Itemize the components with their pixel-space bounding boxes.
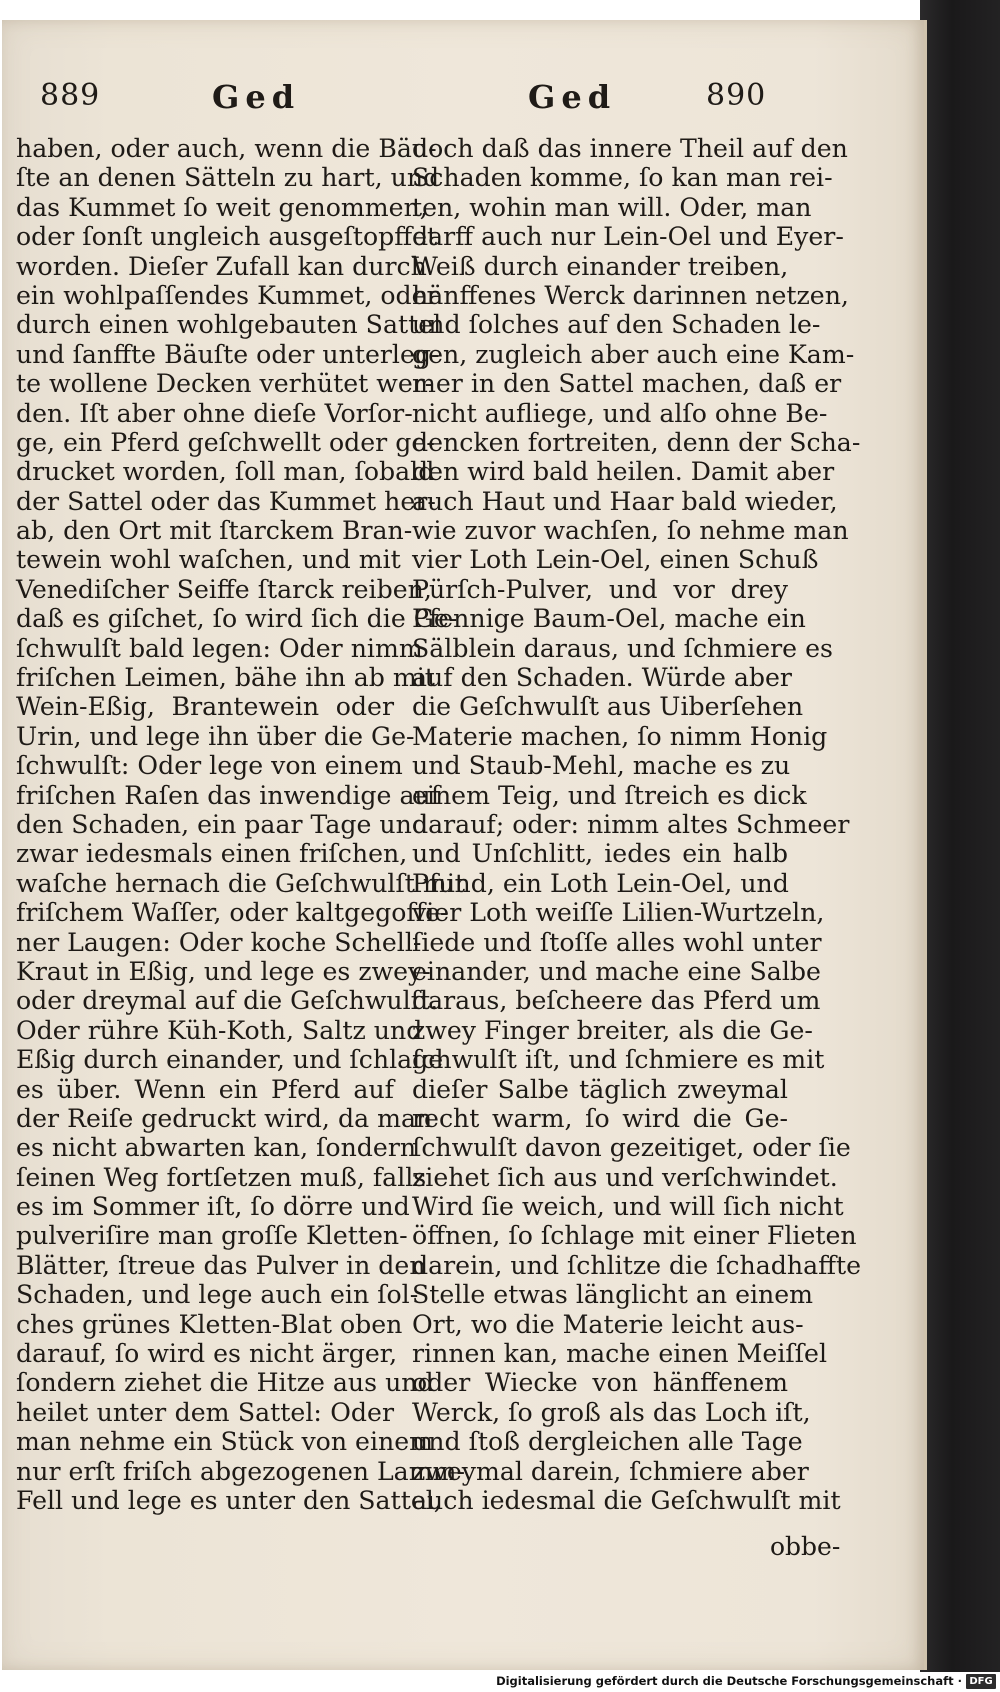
text-line: ches grünes Kletten-Blat oben: [16, 1309, 403, 1339]
text-line: ſte an denen Sätteln zu hart, und: [16, 163, 440, 193]
text-line: Sälblein daraus, und ſchmiere es: [412, 633, 833, 663]
catchword: obbe-: [770, 1532, 841, 1561]
text-line: Oder rühre Küh-Koth, Saltz und: [16, 1015, 423, 1045]
text-line: dieſer Salbe täglich zweymal: [412, 1074, 788, 1104]
text-line: Urin, und lege ihn über die Ge-: [16, 721, 415, 751]
left-text-column: [16, 134, 465, 1515]
text-line: ge, ein Pferd geſchwellt oder ge-: [16, 427, 435, 457]
text-line: die Geſchwulſt aus Uiberſehen: [412, 692, 804, 722]
text-line: gen, zugleich aber auch eine Kam-: [412, 339, 855, 369]
text-line: Wein-Eßig, Brantewein oder: [16, 692, 394, 722]
text-line: oder dreymal auf die Geſchwulſt.: [16, 986, 439, 1016]
text-line: Blätter, ſtreue das Pulver in den: [16, 1250, 426, 1280]
text-line: Venediſcher Seiffe ſtarck reiben,: [16, 574, 432, 604]
text-line: nicht aufliege, und alſo ohne Be-: [412, 398, 828, 428]
right-running-head: Ged: [528, 78, 617, 116]
text-line: ein wohlpaſſendes Kummet, oder: [16, 280, 439, 310]
text-line: oder ſonſt ungleich ausgeſtopffet: [16, 222, 438, 252]
text-line: ten, wohin man will. Oder, man: [412, 192, 812, 222]
text-line: den wird bald heilen. Damit aber: [412, 457, 835, 487]
text-line: Eßig durch einander, und ſchlage: [16, 1045, 444, 1075]
text-line: mer in den Sattel machen, daß er: [412, 369, 842, 399]
text-line: ſeinen Weg fortſetzen muß, falls: [16, 1162, 427, 1192]
text-line: vier Loth weiſſe Lilien-Wurtzeln,: [412, 898, 825, 928]
text-line: Kraut in Eßig, und lege es zwey-: [16, 956, 431, 986]
text-line: Pürſch-Pulver, und vor drey: [412, 574, 788, 604]
text-line: Weiß durch einander treiben,: [412, 251, 789, 281]
text-line: man nehme ein Stück von einem: [16, 1427, 434, 1457]
text-line: Stelle etwas länglicht an einem: [412, 1280, 814, 1310]
dfg-logo: DFG: [966, 1674, 996, 1689]
text-line: oder Wiecke von hänffenem: [412, 1368, 788, 1398]
text-line: daß es giſchet, ſo wird ſich die Ge-: [16, 604, 458, 634]
text-line: waſche hernach die Geſchwulſt mit: [16, 868, 465, 898]
text-line: friſchem Waſſer, oder kaltgegoſſe-: [16, 898, 449, 928]
text-line: Materie machen, ſo nimm Honig: [412, 721, 828, 751]
text-line: auf den Schaden. Würde aber: [412, 663, 792, 693]
text-line: haben, oder auch, wenn die Bäu-: [16, 134, 437, 163]
text-line: ab, den Ort mit ſtarckem Bran-: [16, 516, 413, 546]
scan-backing-board: [920, 0, 1000, 1672]
text-line: Ort, wo die Materie leicht aus-: [412, 1309, 804, 1339]
text-line: der Sattel oder das Kummet her-: [16, 486, 436, 516]
text-line: es über. Wenn ein Pferd auf: [16, 1074, 394, 1104]
text-line: es im Sommer iſt, ſo dörre und: [16, 1192, 410, 1222]
text-line: auch Haut und Haar bald wieder,: [412, 486, 838, 516]
text-line: auch iedesmal die Geſchwulſt mit: [412, 1485, 841, 1515]
text-line: und Unſchlitt, iedes ein halb: [412, 839, 788, 869]
text-line: daraus, beſcheere das Pferd um: [412, 986, 821, 1016]
text-line: Wird ſie weich, und will ſich nicht: [412, 1192, 844, 1222]
text-line: tewein wohl waſchen, und mit: [16, 545, 401, 575]
text-line: doch daß das innere Theil auf den: [412, 134, 848, 163]
text-line: zwar iedesmals einen friſchen,: [16, 839, 408, 869]
text-line: ſchwulſt bald legen: Oder nimm: [16, 633, 423, 663]
text-line: den Schaden, ein paar Tage und: [16, 809, 428, 839]
text-line: pulveriſire man groſſe Kletten-: [16, 1221, 408, 1251]
text-line: recht warm, ſo wird die Ge-: [412, 1103, 788, 1133]
text-line: friſchen Raſen das inwendige auf: [16, 780, 441, 810]
text-line: ſiede und ſtoſſe alles wohl unter: [412, 927, 822, 957]
text-line: zweymal darein, ſchmiere aber: [412, 1456, 809, 1486]
text-line: und ſolches auf den Schaden le-: [412, 310, 821, 340]
text-line: worden. Dieſer Zufall kan durch: [16, 251, 427, 281]
text-line: einem Teig, und ſtreich es dick: [412, 780, 807, 810]
text-line: ziehet ſich aus und verſchwindet.: [412, 1162, 838, 1192]
text-line: einander, und mache eine Salbe: [412, 956, 821, 986]
text-line: Schaden, und lege auch ein ſol-: [16, 1280, 419, 1310]
text-line: darein, und ſchlitze die ſchadhaffte: [412, 1250, 862, 1280]
left-running-head: Ged: [212, 78, 301, 116]
text-line: te wollene Decken verhütet wer-: [16, 369, 434, 399]
text-line: nur erſt friſch abgezogenen Lamm-: [16, 1456, 465, 1486]
text-line: Pfennige Baum-Oel, mache ein: [412, 604, 806, 634]
text-line: und ſanffte Bäuſte oder unterleg-: [16, 339, 440, 369]
text-line: ner Laugen: Oder koche Schell-: [16, 927, 422, 957]
text-line: Pfund, ein Loth Lein-Oel, und: [412, 868, 789, 898]
text-line: durch einen wohlgebauten Sattel: [16, 310, 442, 340]
text-line: heilet unter dem Sattel: Oder: [16, 1397, 394, 1427]
text-line: Fell und lege es unter den Sattel,: [16, 1485, 442, 1515]
text-line: drucket worden, ſoll man, ſobald: [16, 457, 435, 487]
text-line: Werck, ſo groß als das Loch iſt,: [412, 1397, 811, 1427]
funding-credit: Digitalisierung gefördert durch die Deutsche Forschungsgemeinschaft ·: [496, 1674, 962, 1688]
text-line: ſchwulſt iſt, und ſchmiere es mit: [412, 1045, 825, 1075]
text-line: friſchen Leimen, bähe ihn ab mit: [16, 663, 435, 693]
text-line: zwey Finger breiter, als die Ge-: [412, 1015, 813, 1045]
text-line: darauf; oder: nimm altes Schmeer: [412, 809, 850, 839]
text-line: darff auch nur Lein-Oel und Eyer-: [412, 222, 844, 252]
text-line: öffnen, ſo ſchlage mit einer Flieten: [412, 1221, 857, 1251]
text-line: den. Iſt aber ohne dieſe Vorſor-: [16, 398, 413, 428]
text-line: und Staub-Mehl, mache es zu: [412, 751, 791, 781]
right-text-column: [412, 134, 862, 1515]
text-line: rinnen kan, mache einen Meiſſel: [412, 1339, 828, 1369]
text-line: hänffenes Werck darinnen netzen,: [412, 280, 849, 310]
text-line: darauf, ſo wird es nicht ärger,: [16, 1339, 398, 1369]
text-line: dencken fortreiten, denn der Scha-: [412, 427, 861, 457]
text-line: Schaden komme, ſo kan man rei-: [412, 163, 833, 193]
right-page-number: 890: [706, 78, 767, 113]
text-line: das Kummet ſo weit genommen,: [16, 192, 428, 222]
text-line: vier Loth Lein-Oel, einen Schuß: [412, 545, 819, 575]
text-line: es nicht abwarten kan, ſondern: [16, 1133, 417, 1163]
text-line: wie zuvor wachſen, ſo nehme man: [412, 516, 849, 546]
left-page-number: 889: [40, 78, 101, 113]
text-line: der Reiſe gedruckt wird, da man: [16, 1103, 433, 1133]
text-line: ſchwulſt davon gezeitiget, oder ſie: [412, 1133, 851, 1163]
text-line: ſchwulſt: Oder lege von einem: [16, 751, 403, 781]
text-line: ſondern ziehet die Hitze aus und: [16, 1368, 434, 1398]
digitization-footer: [0, 1672, 1000, 1692]
text-line: und ſtoß dergleichen alle Tage: [412, 1427, 803, 1457]
